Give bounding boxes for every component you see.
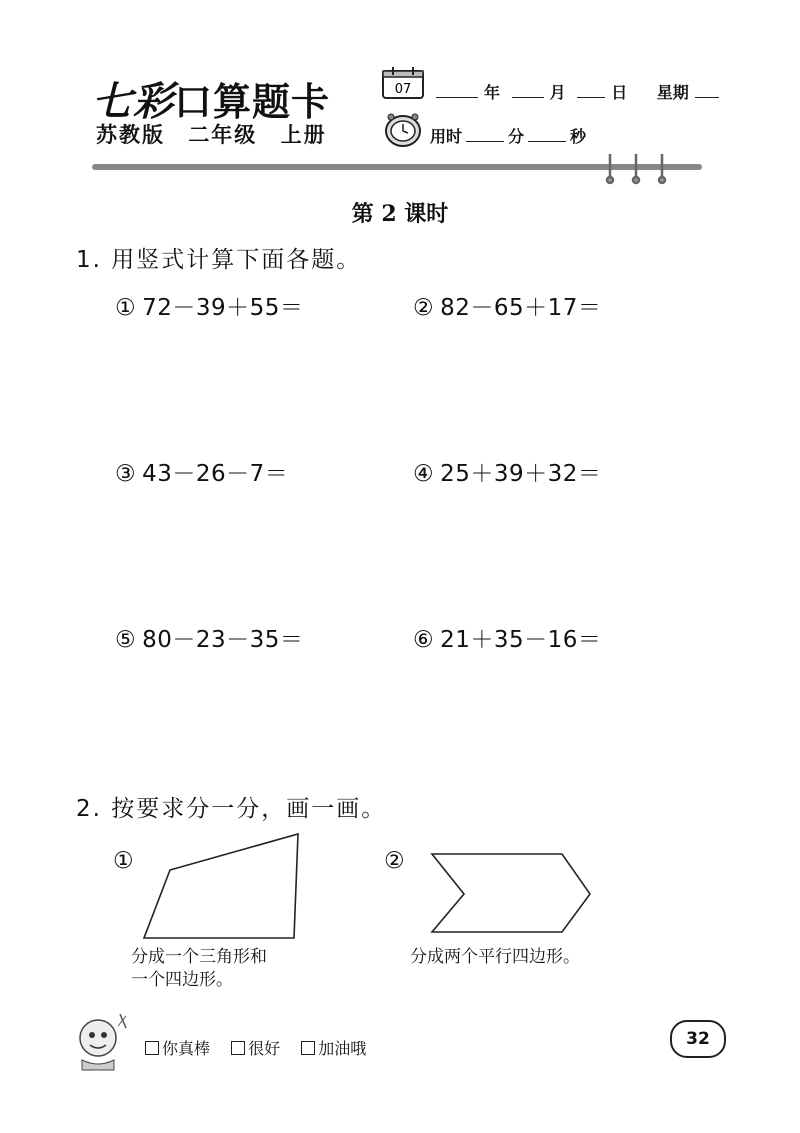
problem-1	[115, 289, 303, 322]
shape-2-instruction: 分成两个平行四边形。	[410, 947, 580, 967]
problem-3	[115, 455, 288, 488]
problem-expression: 82－65＋17＝	[440, 295, 602, 321]
option-keep-going-label: 加油哦	[318, 1039, 367, 1058]
checkbox-keep-going[interactable]	[301, 1041, 315, 1055]
problem-number: ⑤	[115, 627, 137, 653]
option-keep-going[interactable]	[301, 1039, 366, 1058]
date-fill-line	[430, 80, 725, 103]
option-good[interactable]	[231, 1039, 280, 1058]
month-label: 月	[549, 83, 566, 102]
problem-expression: 43－26－7＝	[142, 461, 289, 487]
page-number: 32	[670, 1020, 726, 1058]
question-2-title: 2. 按要求分一分，画一画。	[76, 796, 387, 822]
problem-expression: 72－39＋55＝	[142, 295, 304, 321]
alarm-clock-icon	[383, 112, 423, 148]
day-blank[interactable]	[577, 83, 605, 98]
calendar-day: 07	[394, 82, 412, 97]
time-fill-line	[430, 124, 586, 147]
brand-main: 口算题卡	[174, 80, 331, 124]
time-used-label: 用时	[430, 127, 463, 146]
weekday-blank[interactable]	[695, 83, 719, 98]
problem-expression: 21＋35－16＝	[440, 627, 602, 653]
self-evaluation	[145, 1036, 382, 1059]
calendar-icon	[381, 66, 425, 100]
grade-label: 二年级	[188, 123, 258, 147]
mascot-cartoon-icon	[70, 1008, 134, 1072]
instruction-line: 分成一个三角形和	[131, 947, 267, 967]
year-label: 年	[484, 83, 501, 102]
problem-number: ⑥	[413, 627, 435, 653]
brand-prefix: 七彩	[92, 79, 174, 125]
minutes-blank[interactable]	[466, 127, 504, 142]
option-great-label: 你真棒	[162, 1039, 211, 1058]
option-good-label: 很好	[248, 1039, 281, 1058]
shape-2-number: ②	[384, 848, 406, 874]
shape-1-instruction	[131, 946, 267, 992]
chevron-hexagon-shape[interactable]	[428, 850, 594, 936]
weekday-label: 星期	[656, 83, 689, 102]
problem-expression: 80－23－35＝	[142, 627, 304, 653]
problem-4	[413, 455, 601, 488]
problem-number: ②	[413, 295, 435, 321]
quadrilateral-shape[interactable]	[140, 830, 310, 942]
edition-subtitle	[96, 119, 341, 149]
seconds-blank[interactable]	[528, 127, 566, 142]
problem-number: ③	[115, 461, 137, 487]
problem-number: ④	[413, 461, 435, 487]
problem-2	[413, 289, 601, 322]
problem-number: ①	[115, 295, 137, 321]
option-great[interactable]	[145, 1039, 210, 1058]
ring-binder-icon	[600, 150, 680, 186]
problem-5	[115, 621, 303, 654]
publisher-label: 苏教版	[96, 123, 165, 147]
minutes-label: 分	[508, 127, 525, 146]
checkbox-good[interactable]	[231, 1041, 245, 1055]
seconds-label: 秒	[570, 127, 587, 146]
month-blank[interactable]	[512, 83, 544, 98]
shape-1-number: ①	[113, 848, 135, 874]
problem-expression: 25＋39＋32＝	[440, 461, 602, 487]
instruction-line: 一个四边形。	[131, 970, 233, 990]
question-1-title: 1. 用竖式计算下面各题。	[76, 247, 362, 273]
volume-label: 上册	[280, 123, 327, 147]
lesson-title: 第 2 课时	[351, 201, 449, 227]
problem-6	[413, 621, 601, 654]
year-blank[interactable]	[436, 83, 478, 98]
checkbox-great[interactable]	[145, 1041, 159, 1055]
day-label: 日	[611, 83, 628, 102]
